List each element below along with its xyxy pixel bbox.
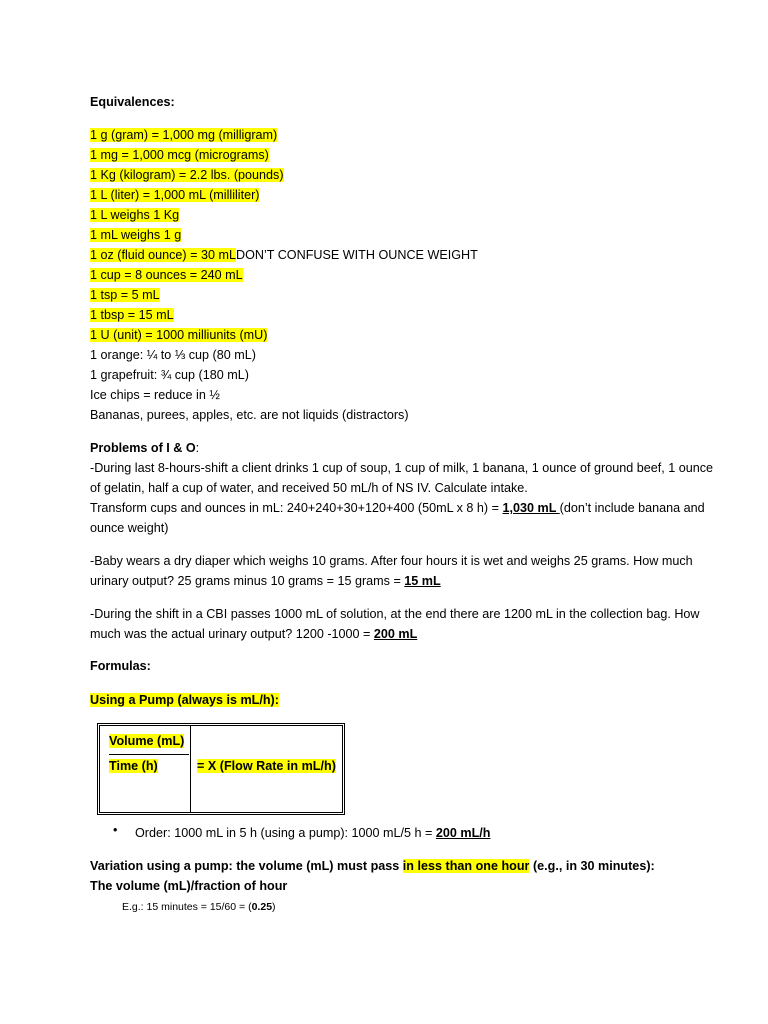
equivalence-plain-item: 1 orange: ¼ to ⅓ cup (80 mL) xyxy=(90,348,256,362)
equivalence-item: 1 U (unit) = 1000 milliunits (mU) xyxy=(90,328,268,342)
variation-line-2: The volume (mL)/fraction of hour xyxy=(90,879,288,893)
equivalence-item: 1 cup = 8 ounces = 240 mL xyxy=(90,268,243,282)
problem-3 xyxy=(90,604,718,644)
problem-1-calc-post: (don’t include banana and ounce weight) xyxy=(90,501,705,535)
formula-time: Time (h) xyxy=(109,759,158,773)
problem-3-text: -During the shift in a CBI passes 1000 mL of solution, at the end there are 1200 mL in the collection bag. How much was the actual urinary output? 1200 -1000 = xyxy=(90,607,700,641)
problem-2-answer: 15 mL xyxy=(404,574,441,588)
equivalence-item: 1 tbsp = 15 mL xyxy=(90,308,174,322)
example-pre: E.g.: 15 minutes = 15/60 = ( xyxy=(122,901,252,913)
fraction-bar xyxy=(109,754,189,755)
equivalence-item: 1 g (gram) = 1,000 mg (milligram) xyxy=(90,128,278,142)
pump-formula-box xyxy=(97,723,345,815)
equivalence-item: 1 mg = 1,000 mcg (micrograms) xyxy=(90,148,269,162)
problems-heading-colon: : xyxy=(195,441,200,455)
problems-heading-text: Problems of I & O xyxy=(90,441,196,455)
equivalence-plain-item: Ice chips = reduce in ½ xyxy=(90,388,220,402)
variation-post: (e.g., in 30 minutes): xyxy=(529,859,655,873)
pump-heading: Using a Pump (always is mL/h): xyxy=(90,693,279,707)
problems-heading xyxy=(90,438,718,458)
order-text: Order: 1000 mL in 5 h (using a pump): 1000 mL/5 h = xyxy=(135,826,436,840)
bullet-point: • xyxy=(113,823,118,837)
equivalence-item: 1 mL weighs 1 g xyxy=(90,228,182,242)
problem-2 xyxy=(90,551,718,591)
variation-pre: Variation using a pump: the volume (mL) must pass xyxy=(90,859,403,873)
equivalence-item: 1 tsp = 5 mL xyxy=(90,288,160,302)
order-example xyxy=(135,823,491,843)
equivalence-item: 1 L (liter) = 1,000 mL (milliliter) xyxy=(90,188,260,202)
ounce-weight-note: DON’T CONFUSE WITH OUNCE WEIGHT xyxy=(235,248,478,262)
equivalence-item: 1 Kg (kilogram) = 2.2 lbs. (pounds) xyxy=(90,168,284,182)
example-post: ) xyxy=(272,901,276,913)
formula-box-divider xyxy=(190,726,191,812)
formula-volume: Volume (mL) xyxy=(109,734,185,748)
problem-1-calc xyxy=(90,498,718,538)
variation-highlight: in less than one hour xyxy=(402,859,530,873)
example-value: 0.25 xyxy=(251,901,273,913)
equivalence-item: 1 L weighs 1 Kg xyxy=(90,208,180,222)
equivalences-list xyxy=(90,125,718,425)
equivalence-plain-item: Bananas, purees, apples, etc. are not liquids (distractors) xyxy=(90,408,409,422)
problem-1-text: -During last 8-hours-shift a client drinks 1 cup of soup, 1 cup of milk, 1 banana, 1 ounce of ground beef, 1 ounce of gelatin, half a cup of water, and received 50 mL/h of NS IV. Calculate intake. xyxy=(90,461,714,495)
pump-heading-row xyxy=(90,690,718,710)
problem-1-calc-pre: Transform cups and ounces in mL: 240+240+30+120+400 (50mL x 8 h) = xyxy=(90,501,503,515)
problem-3-answer: 200 mL xyxy=(373,627,418,641)
problem-1 xyxy=(90,458,718,538)
equivalence-plain-item: 1 grapefruit: ¾ cup (180 mL) xyxy=(90,368,249,382)
formulas-heading: Formulas: xyxy=(90,659,151,673)
problem-1-answer: 1,030 mL xyxy=(502,501,560,515)
equivalences-heading: Equivalences: xyxy=(90,95,175,109)
order-answer: 200 mL/h xyxy=(435,826,491,840)
equivalence-item: 1 oz (fluid ounce) = 30 mL xyxy=(90,248,236,262)
example-line xyxy=(122,899,276,915)
formula-rate: = X (Flow Rate in mL/h) xyxy=(197,759,336,773)
problem-2-text: -Baby wears a dry diaper which weighs 10 grams. After four hours it is wet and weighs 25 grams. How much urinary output? 25 grams minus 10 grams = 15 grams = xyxy=(90,554,693,588)
variation-line-1 xyxy=(90,856,718,876)
pump-variation xyxy=(90,856,718,896)
